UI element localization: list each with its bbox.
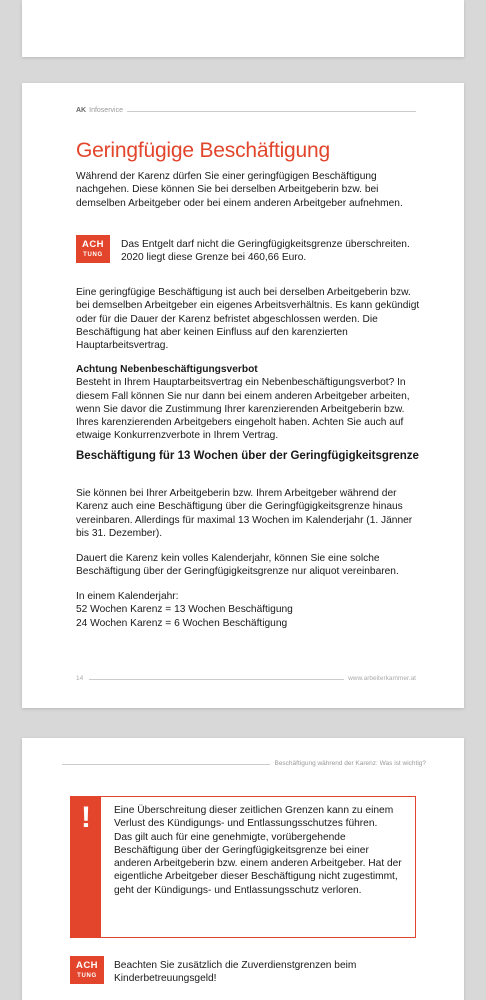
section-paragraph-1: Sie können bei Ihrer Arbeitgeberin bzw. Ihrem Arbeitgeber während der Karenz auch eine Beschäftigung über die Geringfügigkeitsgrenze hinaus vereinbaren. Allerdings für maximal 13 Wochen im Kalenderjahr (1. Jänner bis 31. Dezember).: [76, 488, 413, 539]
document-page-14: [22, 83, 464, 708]
document-page-15: [22, 738, 464, 1000]
header-right-rule: [62, 764, 270, 765]
header-rule: [127, 111, 416, 112]
page-header-right: [62, 760, 426, 767]
nebenbeschaeftigung-heading: Achtung Nebenbeschäftigungsverbot: [76, 364, 258, 375]
example-line-1: 52 Wochen Karenz = 13 Wochen Beschäftigung: [76, 604, 293, 616]
header-service: Infoservice: [89, 107, 123, 114]
page-header: [76, 107, 416, 114]
section-heading: Beschäftigung für 13 Wochen über der Geringfügigkeitsgrenze: [76, 450, 419, 462]
example-line-2: 24 Wochen Karenz = 6 Wochen Beschäftigung: [76, 617, 288, 629]
example-intro: In einem Kalenderjahr:: [76, 591, 179, 602]
achtung-note: Das Entgelt darf nicht die Geringfügigkeitsgrenze überschreiten. 2020 liegt diese Grenze bei 460,66 Euro.: [121, 239, 410, 264]
exclamation-icon: !: [81, 801, 91, 834]
header-brand: AK: [76, 107, 87, 114]
intro-paragraph: Während der Karenz dürfen Sie einer geringfügigen Beschäftigung nachgehen. Diese können Sie bei derselben Arbeitgeberin bzw. bei demselben Arbeitgeber oder bei einem anderen Arbeitgeber aufnehmen.: [76, 171, 403, 209]
previous-page: [22, 0, 464, 57]
warning-box: [70, 796, 416, 938]
footer-url: www.arbeiterkammer.at: [348, 675, 416, 682]
page-title: Geringfügige Beschäftigung: [76, 139, 330, 162]
achtung-badge-line1: ACH: [81, 239, 105, 251]
warning-text-1: Eine Überschreitung dieser zeitlichen Grenzen kann zu einem Verlust des Kündigungs- und Entlassungsschutzes führen.: [114, 805, 394, 830]
warning-text-2: Das gilt auch für eine genehmigte, vorübergehende Beschäftigung über der Geringfügigkeitsgrenze bei einer anderen Arbeitgeberin bzw. einem anderen Arbeitgeber. Hat der eigentliche Arbeitgeber dieser Beschäftigung nicht zugestimmt, geht der Kündigungs- und Entlassungsschutz verloren.: [114, 831, 402, 896]
warning-bar: [71, 797, 101, 937]
example-block: [76, 590, 422, 630]
page-footer: [76, 675, 416, 682]
section-paragraph-2: Dauert die Karenz kein volles Kalenderjahr, können Sie eine solche Beschäftigung über der Geringfügigkeitsgrenze nur aliquot vereinbaren.: [76, 553, 399, 578]
achtung-badge-2-line1: ACH: [75, 960, 99, 972]
achtung-badge: [76, 235, 110, 263]
achtung-badge-2-line2: TUNG: [77, 972, 97, 979]
paragraph-employment: Eine geringfügige Beschäftigung ist auch bei derselben Arbeitgeberin bzw. bei demselben Arbeitgeber ein eigenes Arbeitsverhältnis. Es kann gekündigt oder für die Dauer der Karenz befristet abgeschlossen werden. Die Beschäftigung hat aber keinen Einfluss auf den karenzierten Hauptarbeitsvertrag.: [76, 287, 420, 352]
achtung-note-2: Beachten Sie zusätzlich die Zuverdienstgrenzen beim Kinderbetreuungsgeld!: [114, 960, 357, 985]
page-number: 14: [76, 675, 84, 682]
achtung-badge-line2: TUNG: [83, 251, 103, 258]
footer-rule: [89, 679, 344, 680]
nebenbeschaeftigung-text: Besteht in Ihrem Hauptarbeitsvertrag ein Nebenbeschäftigungsverbot? In diesem Fall können Sie nur dann bei einem anderen Arbeitgeber arbeiten, wenn Sie davor die Zustimmung Ihrer karenzierenden Arbeitgeberin bzw. Ihres karenzierenden Arbeitgebers eingeholt haben. Achten Sie auch auf etwaige Konkurrenzverbote in Ihrem Vertrag.: [76, 377, 410, 442]
page2-header-text: Beschäftigung während der Karenz: Was ist wichtig?: [274, 760, 426, 767]
nebenbeschaeftigung-block: [76, 363, 422, 443]
achtung-badge-2: [70, 956, 104, 984]
warning-text: [114, 804, 406, 897]
